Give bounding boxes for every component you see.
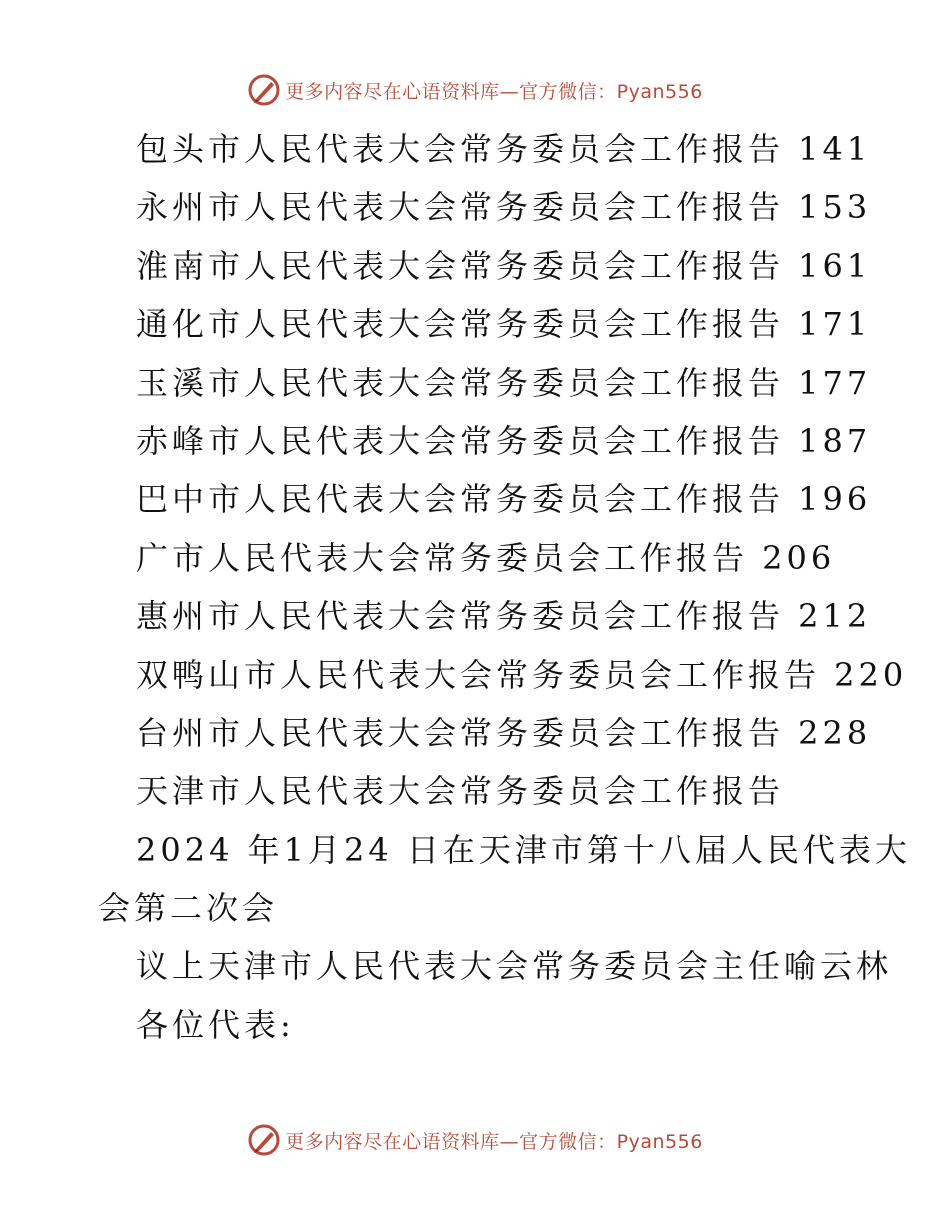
toc-line: 淮南市人民代表大会常务委员会工作报告 161 — [136, 246, 872, 285]
report-title: 天津市人民代表大会常务委员会工作报告 — [136, 772, 785, 811]
toc-line: 包头市人民代表大会常务委员会工作报告 141 — [136, 130, 872, 168]
report-date-line: 2024 年1月24 日在天津市第十八届人民代表大 — [136, 830, 911, 869]
report-speaker-line: 议上天津市人民代表大会常务委员会主任喻云林 — [136, 947, 893, 986]
header-watermark — [0, 70, 950, 110]
watermark-text: 更多内容尽在心语资料库—官方微信：Pyan556 — [285, 80, 703, 103]
quill-pen-logo-icon — [247, 73, 281, 107]
toc-line: 巴中市人民代表大会常务委员会工作报告 196 — [136, 480, 872, 519]
toc-line: 双鸭山市人民代表大会常务委员会工作报告 220 — [136, 655, 908, 694]
toc-line: 通化市人民代表大会常务委员会工作报告 171 — [136, 305, 872, 344]
toc-line: 惠州市人民代表大会常务委员会工作报告 212 — [136, 597, 872, 636]
document-body — [98, 120, 911, 1054]
report-date-line-continued: 会第二次会 — [98, 889, 279, 928]
quill-pen-logo-icon — [247, 1123, 281, 1157]
toc-line: 赤峰市人民代表大会常务委员会工作报告 187 — [136, 421, 872, 460]
footer-watermark — [0, 1120, 950, 1160]
watermark-text: 更多内容尽在心语资料库—官方微信：Pyan556 — [285, 1130, 703, 1153]
toc-line: 玉溪市人民代表大会常务委员会工作报告 177 — [136, 363, 872, 402]
toc-line: 台州市人民代表大会常务委员会工作报告 228 — [136, 713, 872, 752]
toc-line: 永州市人民代表大会常务委员会工作报告 153 — [136, 188, 872, 227]
toc-line: 广市人民代表大会常务委员会工作报告 206 — [136, 538, 836, 577]
salutation: 各位代表: — [136, 1005, 295, 1044]
